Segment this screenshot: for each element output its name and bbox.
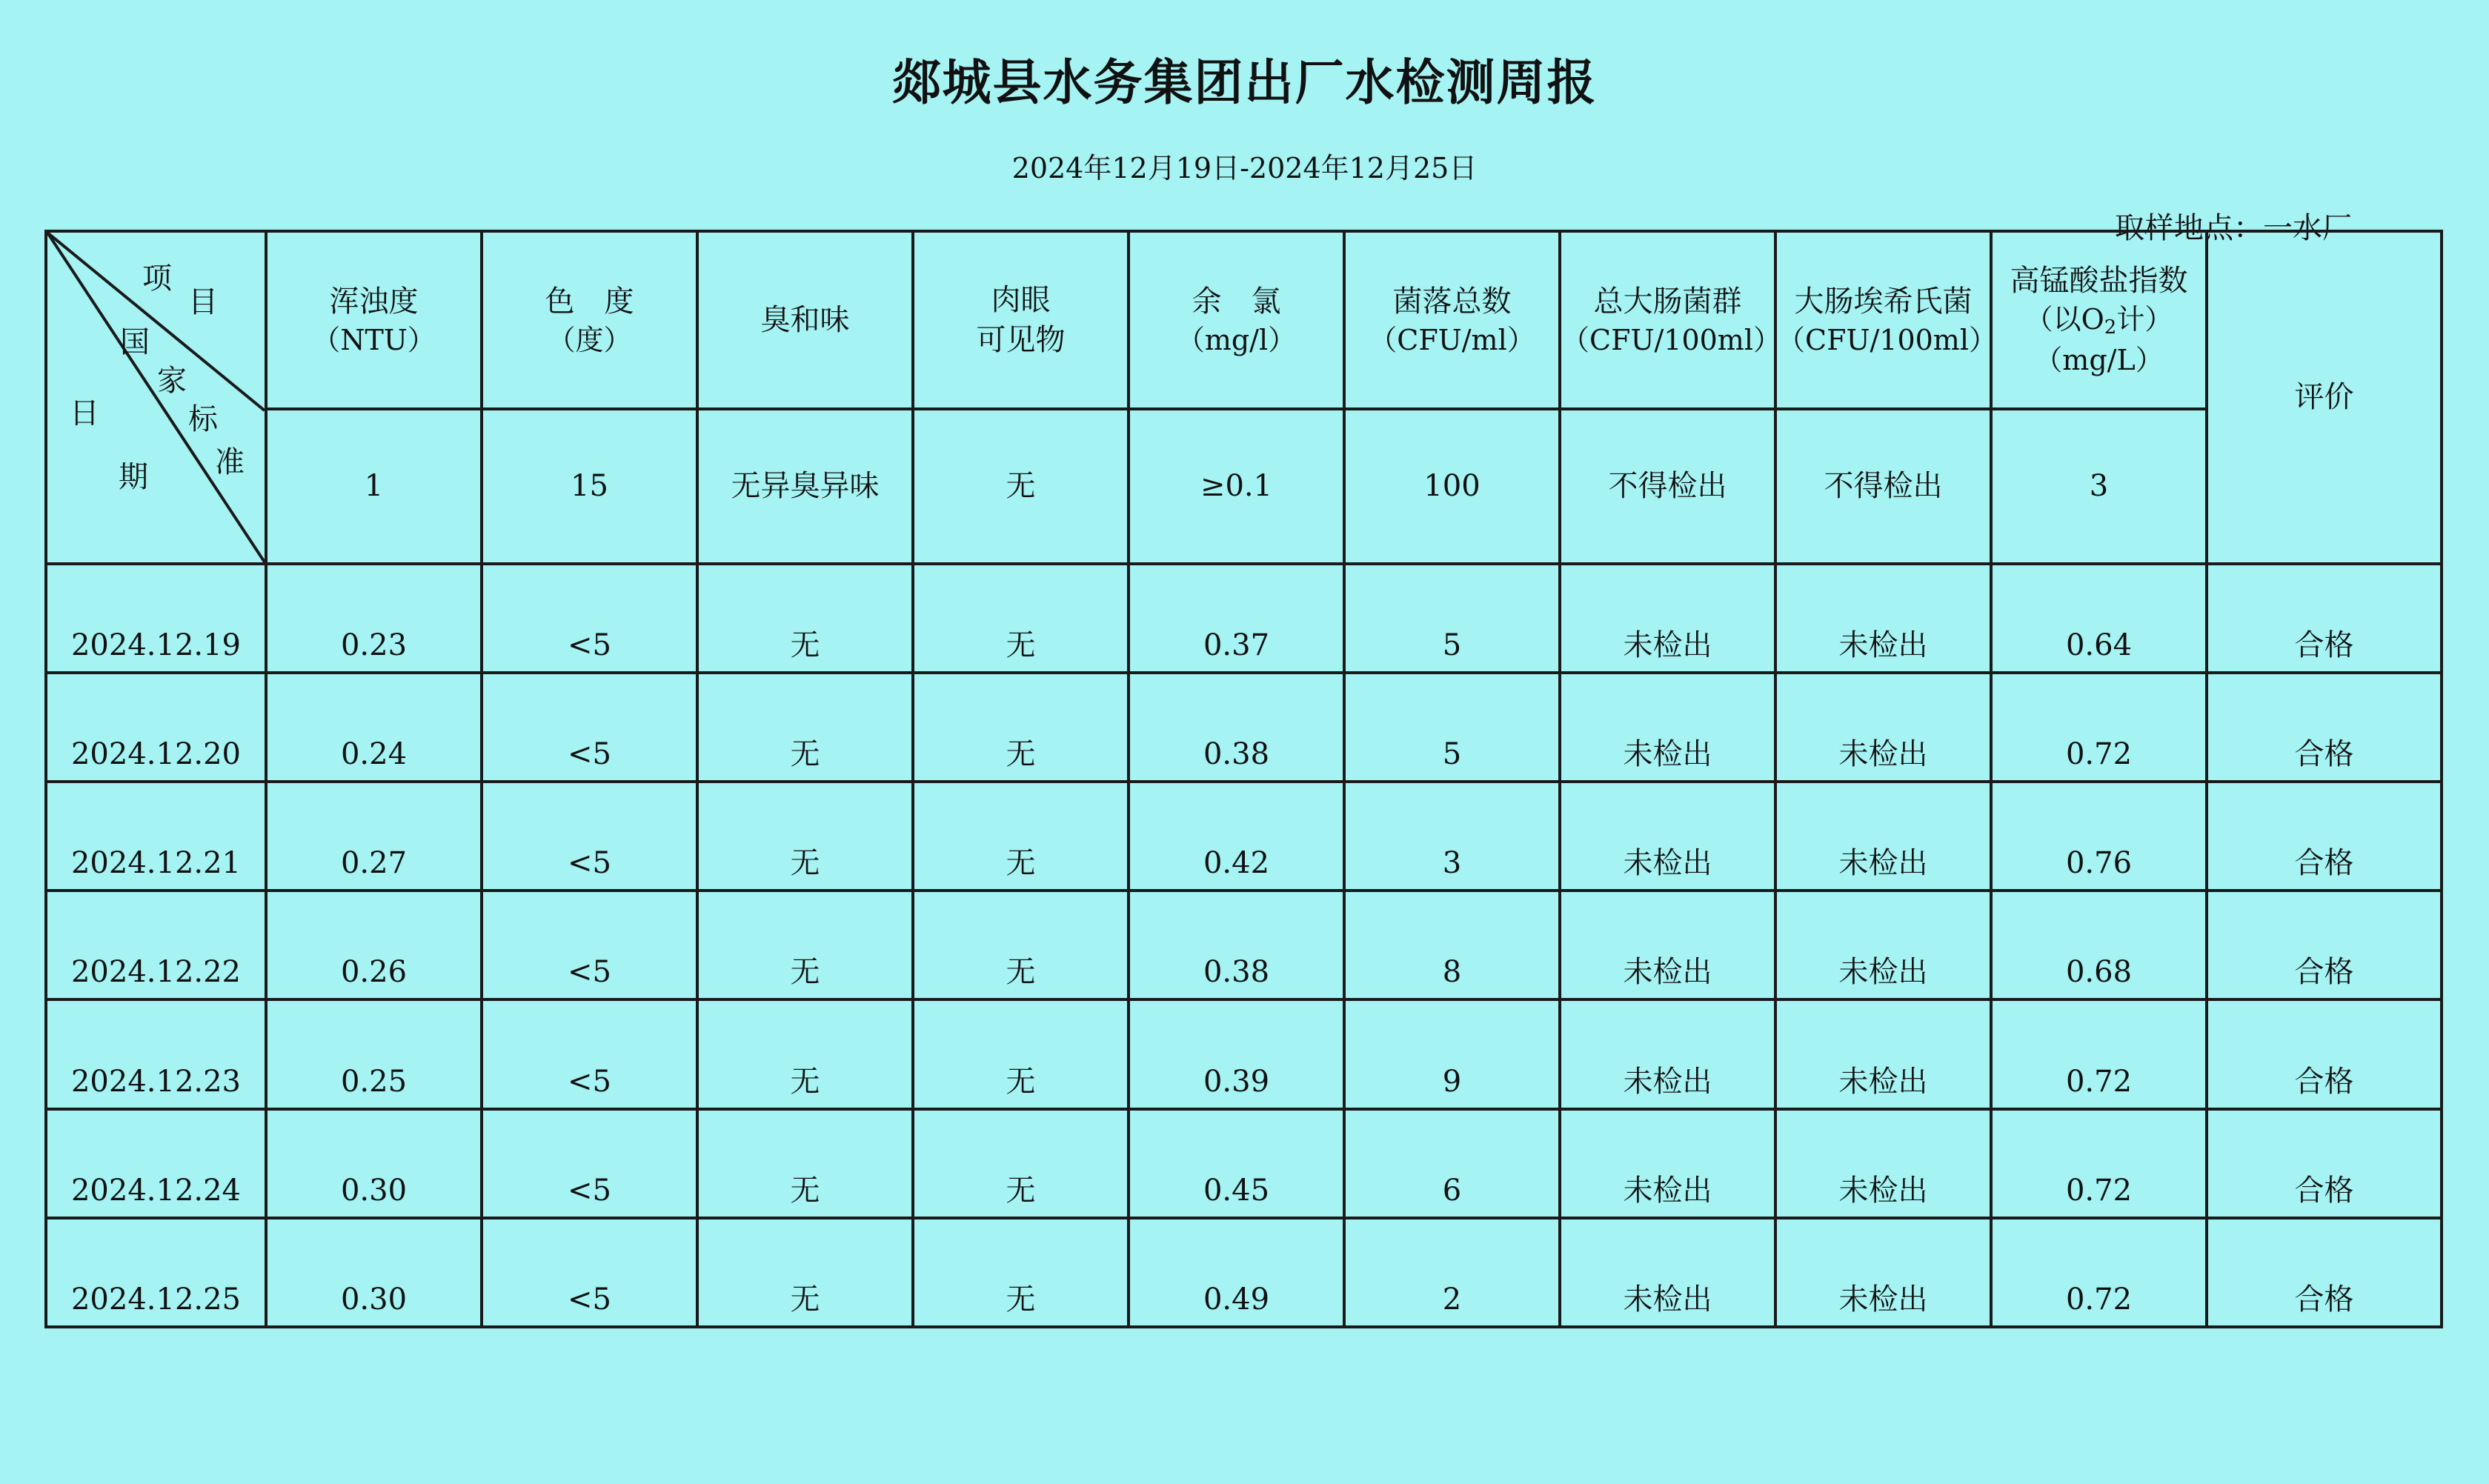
visible-cell: 无 (913, 1218, 1129, 1327)
colony-cell: 3 (1344, 782, 1560, 891)
permanganate-cell: 0.68 (1991, 891, 2207, 999)
corner-label-item-2: 目 (188, 285, 218, 319)
header-row-standards (46, 409, 2442, 563)
coliform-cell: 未检出 (1560, 1109, 1775, 1218)
coliform-cell: 未检出 (1560, 673, 1775, 782)
coliform-cell: 未检出 (1560, 891, 1775, 999)
header-permanganate (1991, 231, 2207, 409)
header-coliform-unit: （CFU/100ml） (1561, 323, 1781, 356)
ecoli-cell: 未检出 (1775, 1109, 1991, 1218)
ecoli-cell: 未检出 (1775, 673, 1991, 782)
color-cell: <5 (482, 564, 697, 673)
corner-label-standard-4: 准 (215, 445, 245, 479)
chlorine-cell: 0.38 (1129, 673, 1344, 782)
header-chlorine-name: 余 氯 (1192, 284, 1281, 319)
header-color-unit: （度） (547, 323, 632, 356)
odor-cell: 无 (697, 1109, 913, 1218)
header-coliform-name: 总大肠菌群 (1593, 284, 1742, 319)
header-color-name: 色 度 (545, 284, 634, 319)
color-cell: <5 (482, 891, 697, 999)
permanganate-cell: 0.76 (1991, 782, 2207, 891)
result-cell: 合格 (2207, 782, 2442, 891)
date-cell: 2024.12.21 (46, 782, 266, 891)
turbidity-cell: 0.26 (266, 891, 482, 999)
table-row (46, 1218, 2442, 1327)
ecoli-cell: 未检出 (1775, 891, 1991, 999)
odor-cell: 无 (697, 564, 913, 673)
chlorine-cell: 0.42 (1129, 782, 1344, 891)
chlorine-cell: 0.49 (1129, 1218, 1344, 1327)
odor-cell: 无 (697, 999, 913, 1108)
date-cell: 2024.12.25 (46, 1218, 266, 1327)
result-cell: 合格 (2207, 999, 2442, 1108)
data-rows (46, 564, 2442, 1327)
ecoli-cell: 未检出 (1775, 999, 1991, 1108)
odor-cell: 无 (697, 673, 913, 782)
header-odor (697, 231, 913, 409)
report-sheet (44, 230, 2439, 1328)
ecoli-cell: 未检出 (1775, 564, 1991, 673)
sampling-location: 取样地点：一水厂 (2115, 211, 2352, 245)
coliform-cell: 未检出 (1560, 999, 1775, 1108)
header-coliform (1560, 231, 1781, 409)
color-cell: <5 (482, 999, 697, 1108)
colony-cell: 5 (1344, 673, 1560, 782)
odor-cell: 无 (697, 1218, 913, 1327)
chlorine-cell: 0.37 (1129, 564, 1344, 673)
visible-cell: 无 (913, 782, 1129, 891)
coliform-cell: 未检出 (1560, 782, 1775, 891)
turbidity-cell: 0.23 (266, 564, 482, 673)
standard-color: 15 (482, 409, 697, 563)
standard-ecoli: 不得检出 (1775, 409, 1991, 563)
header-permanganate-unit2: （mg/L） (2034, 343, 2164, 376)
odor-cell: 无 (697, 782, 913, 891)
unit-suffix: 计） (2116, 303, 2173, 336)
date-cell: 2024.12.20 (46, 673, 266, 782)
header-colony-unit: （CFU/ml） (1369, 323, 1535, 356)
result-cell: 合格 (2207, 891, 2442, 999)
coliform-cell: 未检出 (1560, 1218, 1775, 1327)
turbidity-cell: 0.30 (266, 1109, 482, 1218)
permanganate-cell: 0.72 (1991, 1109, 2207, 1218)
corner-label-item-1: 项 (142, 262, 172, 296)
result-cell: 合格 (2207, 673, 2442, 782)
standard-visible: 无 (913, 409, 1129, 563)
colony-cell: 5 (1344, 564, 1560, 673)
header-ecoli-name: 大肠埃希氏菌 (1794, 284, 1973, 319)
colony-cell: 6 (1344, 1109, 1560, 1218)
corner-label-date-1: 日 (70, 396, 99, 430)
header-ecoli (1775, 231, 1997, 409)
header-turbidity-name: 浑浊度 (329, 284, 419, 319)
date-cell: 2024.12.19 (46, 564, 266, 673)
colony-cell: 8 (1344, 891, 1560, 999)
date-cell: 2024.12.24 (46, 1109, 266, 1218)
odor-cell: 无 (697, 891, 913, 999)
corner-label-date-2: 期 (119, 460, 148, 494)
turbidity-cell: 0.24 (266, 673, 482, 782)
turbidity-cell: 0.25 (266, 999, 482, 1108)
date-cell: 2024.12.22 (46, 891, 266, 999)
colony-cell: 9 (1344, 999, 1560, 1108)
table-row (46, 1109, 2442, 1218)
permanganate-cell: 0.72 (1991, 1218, 2207, 1327)
corner-diagonal-cell (46, 231, 266, 564)
corner-label-standard-3: 标 (188, 402, 218, 436)
standard-chlorine: ≥0.1 (1129, 409, 1344, 563)
header-turbidity-unit: （NTU） (312, 323, 436, 356)
header-turbidity (266, 231, 482, 409)
standard-coliform: 不得检出 (1560, 409, 1775, 563)
visible-cell: 无 (913, 891, 1129, 999)
header-chlorine (1129, 231, 1344, 409)
date-range: 2024年12月19日-2024年12月25日 (1011, 152, 1478, 184)
visible-cell: 无 (913, 999, 1129, 1108)
visible-cell: 无 (913, 673, 1129, 782)
standard-permanganate: 3 (1991, 409, 2207, 563)
header-color (482, 231, 697, 409)
header-permanganate-name: 高锰酸盐指数 (2010, 264, 2188, 299)
chlorine-cell: 0.38 (1129, 891, 1344, 999)
report-title: 郯城县水务集团出厂水检测周报 (891, 54, 1598, 111)
coliform-cell: 未检出 (1560, 564, 1775, 673)
header-visible (913, 231, 1129, 409)
turbidity-cell: 0.27 (266, 782, 482, 891)
table-row (46, 999, 2442, 1108)
header-chlorine-unit: （mg/l） (1176, 323, 1297, 356)
table-row (46, 673, 2442, 782)
header-ecoli-unit: （CFU/100ml） (1777, 323, 1997, 356)
date-cell: 2024.12.23 (46, 999, 266, 1108)
color-cell: <5 (482, 673, 697, 782)
header-colony-name: 菌落总数 (1392, 284, 1512, 319)
permanganate-cell: 0.72 (1991, 673, 2207, 782)
chlorine-cell: 0.39 (1129, 999, 1344, 1108)
corner-label-standard-2: 家 (157, 364, 187, 398)
permanganate-cell: 0.64 (1991, 564, 2207, 673)
ecoli-cell: 未检出 (1775, 1218, 1991, 1327)
corner-label-standard-1: 国 (120, 325, 150, 359)
header-visible-unit: 可见物 (976, 323, 1066, 358)
header-evaluation: 评价 (2207, 231, 2442, 564)
result-cell: 合格 (2207, 564, 2442, 673)
visible-cell: 无 (913, 564, 1129, 673)
header-permanganate-unit (1993, 301, 2205, 341)
standard-colony: 100 (1344, 409, 1560, 563)
table-row (46, 564, 2442, 673)
permanganate-cell: 0.72 (1991, 999, 2207, 1108)
colony-cell: 2 (1344, 1218, 1560, 1327)
standard-odor: 无异臭异味 (697, 409, 913, 563)
header-row-items (46, 231, 2442, 409)
header-visible-name: 肉眼 (991, 283, 1051, 318)
color-cell: <5 (482, 1218, 697, 1327)
standard-turbidity: 1 (266, 409, 482, 563)
result-cell: 合格 (2207, 1218, 2442, 1327)
header-colony (1344, 231, 1560, 409)
water-quality-table (44, 230, 2443, 1328)
visible-cell: 无 (913, 1109, 1129, 1218)
turbidity-cell: 0.30 (266, 1218, 482, 1327)
header-odor-name: 臭和味 (760, 303, 850, 338)
result-cell: 合格 (2207, 1109, 2442, 1218)
chlorine-cell: 0.45 (1129, 1109, 1344, 1218)
unit-subscript: 2 (2104, 316, 2117, 339)
table-row (46, 891, 2442, 999)
color-cell: <5 (482, 782, 697, 891)
unit-prefix: （以O (2024, 303, 2104, 336)
table-row (46, 782, 2442, 891)
ecoli-cell: 未检出 (1775, 782, 1991, 891)
color-cell: <5 (482, 1109, 697, 1218)
